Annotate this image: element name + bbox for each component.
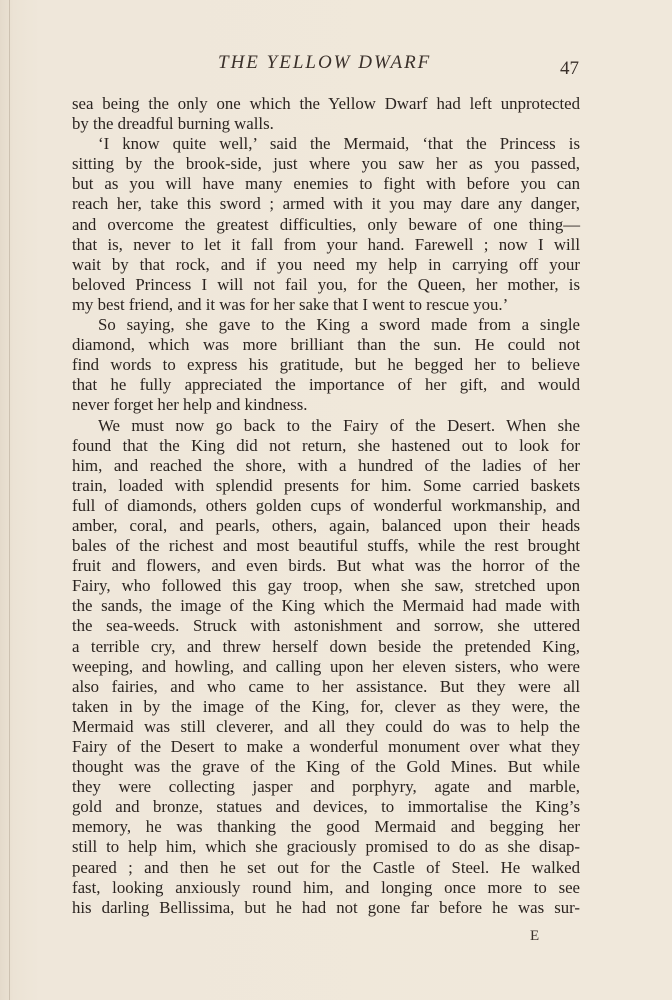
text-line: that he fully appreciated the importance of her gift, and would	[72, 375, 580, 395]
text-line: still to help him, which she graciously promised to do as she disap-	[72, 837, 580, 857]
text-line: never forget her help and kindness.	[72, 395, 308, 415]
text-line: wait by that rock, and if you need my help in carrying off your	[72, 254, 580, 274]
text-line: by the dreadful burning walls.	[72, 114, 274, 134]
text-line: found that the King did not return, she hastened out to look for	[72, 435, 580, 455]
page-number: 47	[560, 58, 579, 79]
text-line: find words to express his gratitude, but he begged her to believe	[72, 355, 580, 375]
text-line: So saying, she gave to the King a sword made from a single	[98, 315, 580, 335]
text-line: and overcome the greatest difficulties, only beware of one thing—	[72, 214, 580, 234]
text-line: his darling Bellissima, but he had not gone far before he was sur-	[72, 897, 580, 917]
text-line: We must now go back to the Fairy of the Desert. When she	[98, 415, 580, 435]
text-line: Mermaid was still cleverer, and all they could do was to help the	[72, 716, 580, 736]
text-line: reach her, take this sword ; armed with it you may dare any danger,	[72, 194, 580, 214]
text-line: the sea-weeds. Struck with astonishment and sorrow, she uttered	[72, 616, 580, 636]
text-line: sea being the only one which the Yellow Dwarf had left unprotected	[72, 94, 580, 113]
text-line: that is, never to let it fall from your hand. Farewell ; now I will	[72, 234, 580, 254]
text-line: Fairy, who followed this gay troop, when she saw, stretched upon	[72, 576, 580, 596]
text-line: diamond, which was more brilliant than the sun. He could not	[72, 335, 580, 355]
text-line: peared ; and then he set out for the Castle of Steel. He walked	[72, 857, 580, 877]
text-line: ‘I know quite well,’ said the Mermaid, ‘that the Princess is	[98, 134, 580, 154]
text-line: a terrible cry, and threw herself down beside the pretended King,	[72, 636, 580, 656]
text-line: amber, coral, and pearls, others, again, balanced upon their heads	[72, 515, 580, 535]
text-line: memory, he was thanking the good Mermaid and begging her	[72, 817, 580, 837]
text-line: also fairies, and who came to her assistance. But they were all	[72, 676, 580, 696]
text-line: my best friend, and it was for her sake that I went to rescue you.’	[72, 294, 509, 314]
text-line: full of diamonds, others golden cups of wonderful workmanship, and	[72, 495, 580, 515]
text-line: him, and reached the shore, with a hundred of the ladies of her	[72, 455, 580, 475]
text-line: sitting by the brook-side, just where you saw her as you passed,	[72, 154, 580, 174]
text-line: but as you will have many enemies to fight with before you can	[72, 174, 580, 194]
text-line: taken in by the image of the King, for, clever as they were, the	[72, 696, 580, 716]
text-line: weeping, and howling, and calling upon her eleven sisters, who were	[72, 656, 580, 676]
text-line: bales of the richest and most beautiful stuffs, while the rest brought	[72, 536, 580, 556]
text-line: the sands, the image of the King which the Mermaid had made with	[72, 596, 580, 616]
text-line: fast, looking anxiously round him, and longing once more to see	[72, 877, 580, 897]
text-line: train, loaded with splendid presents for him. Some carried baskets	[72, 475, 580, 495]
signature-mark: E	[530, 928, 540, 944]
body-text	[72, 94, 580, 918]
text-line: thought was the grave of the King of the Gold Mines. But while	[72, 757, 580, 777]
page-gutter	[9, 0, 10, 1000]
running-title: THE YELLOW DWARF	[218, 52, 432, 73]
text-line: fruit and flowers, and even birds. But what was the horror of the	[72, 556, 580, 576]
text-line: gold and bronze, statues and devices, to immortalise the King’s	[72, 797, 580, 817]
text-line: Fairy of the Desert to make a wonderful monument over what they	[72, 737, 580, 756]
text-line: beloved Princess I will not fail you, for the Queen, her mother, is	[72, 274, 580, 294]
running-head	[0, 48, 672, 78]
text-line: they were collecting jasper and porphyry, agate and marble,	[72, 777, 580, 797]
